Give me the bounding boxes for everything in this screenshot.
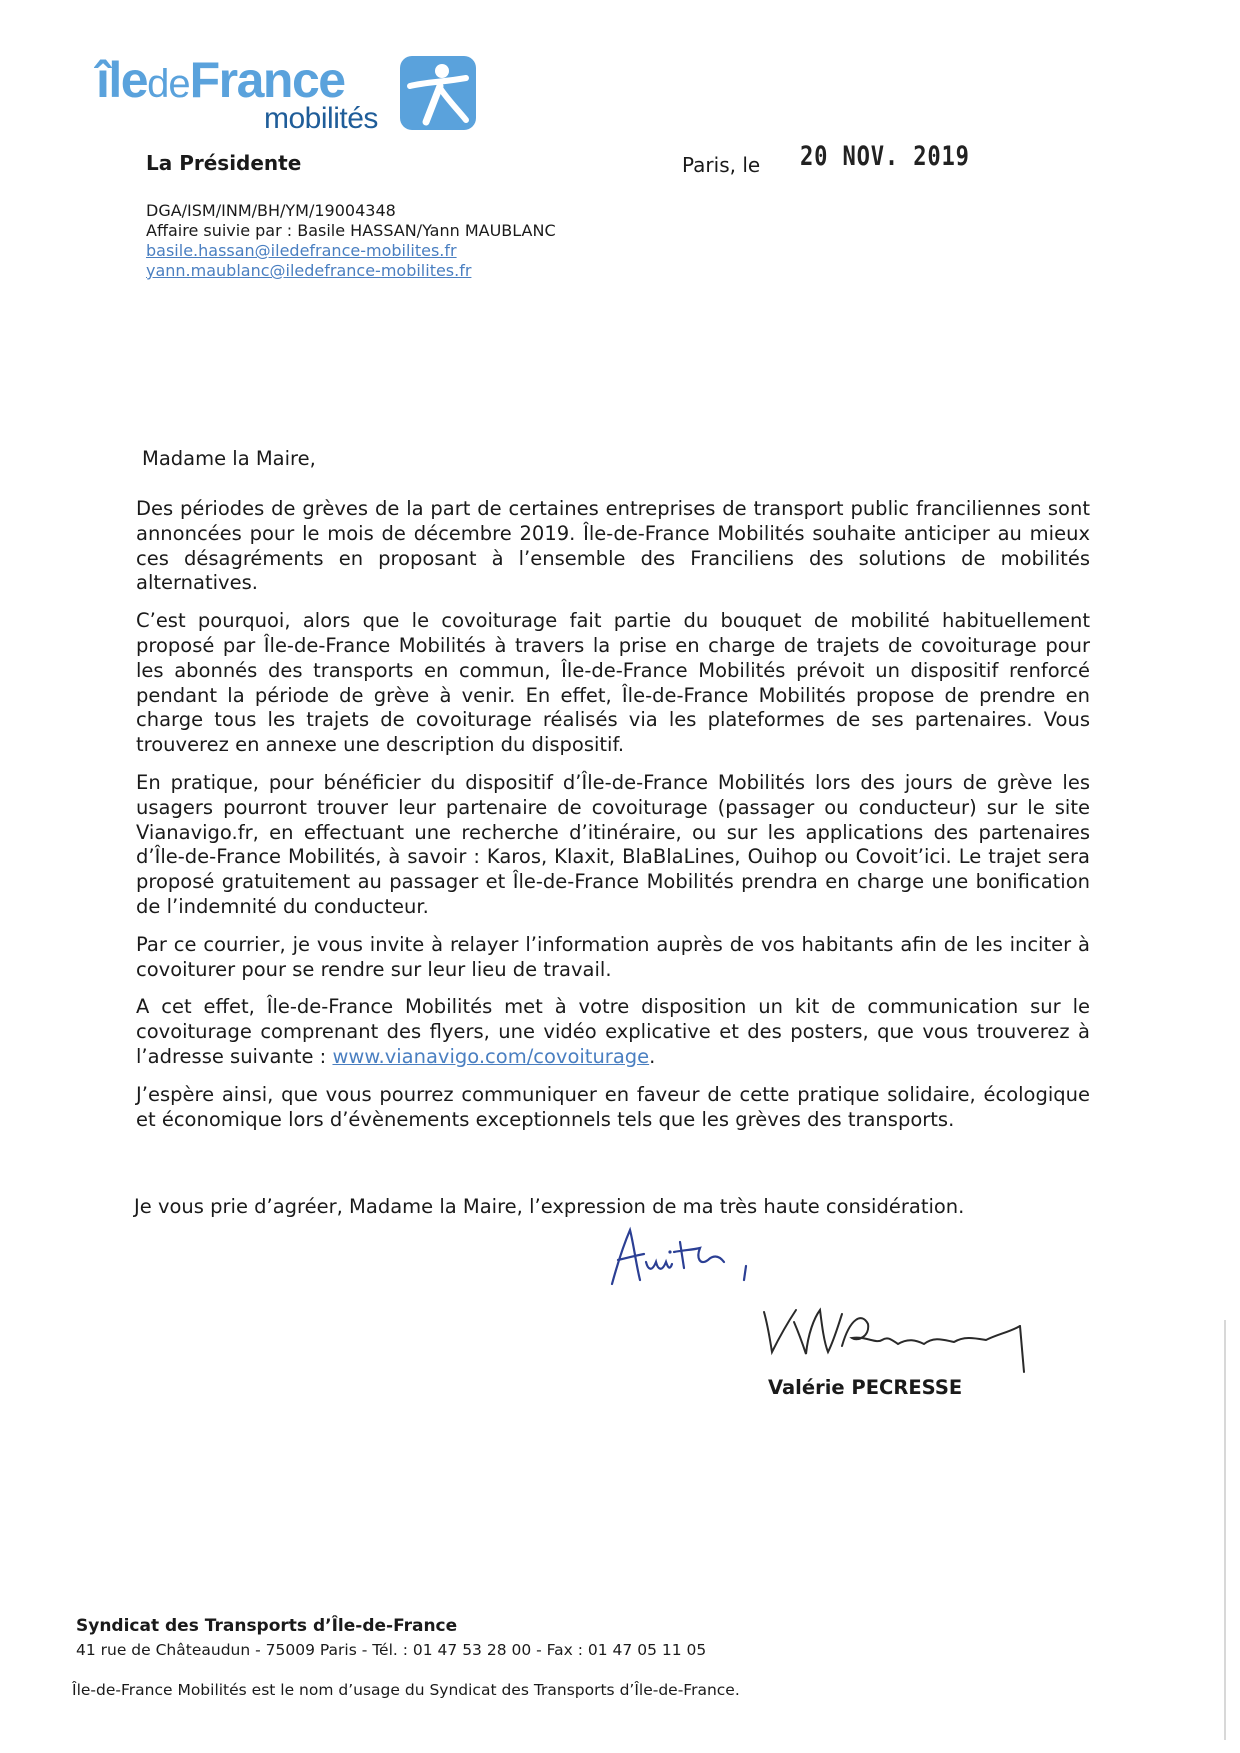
logo-wordmark: îledeFrance	[96, 52, 345, 108]
place-label: Paris, le	[682, 153, 761, 177]
sender-title: La Présidente	[146, 151, 302, 175]
paragraph-3: En pratique, pour bénéficier du dispositif d’Île-de-France Mobilités lors des jours de grève les usagers pourront trouver leur partenaire de covoiturage (passager ou conducteur) sur le site Vianavigo.fr, en effectuant une recherche d’itinéraire, ou sur les applications des partenaires d’Île-de-France Mobilités, à savoir : Karos, Klaxit, BlaBlaLines, Ouihop ou Covoit’ici. Le trajet sera proposé gratuitement au passager et Île-de-France Mobilités prendra en charge une bonification de l’indemnité du conducteur.	[136, 770, 1090, 918]
reference-block	[146, 201, 556, 281]
footer-organization: Syndicat des Transports d’Île-de-France	[76, 1616, 458, 1636]
paragraph-1: Des périodes de grèves de la part de certaines entreprises de transport public franciliennes sont annoncées pour le mois de décembre 2019. Île-de-France Mobilités souhaite anticiper au mieux ces désagréments en proposant à l’ensemble des Franciliens des solutions de mobilités alternatives.	[136, 497, 1090, 595]
followed-by: Affaire suivie par : Basile HASSAN/Yann MAUBLANC	[146, 221, 556, 240]
logo-subtitle: mobilités	[264, 102, 378, 135]
paragraph-6: J’espère ainsi, que vous pourrez communiquer en faveur de cette pratique solidaire, écologique et économique lors d’évènements exceptionnels tels que les grèves des transports.	[136, 1082, 1090, 1131]
footer-address: 41 rue de Châteaudun - 75009 Paris - Tél. : 01 47 53 28 00 - Fax : 01 47 05 11 05	[76, 1641, 707, 1659]
covoiturage-link[interactable]: www.vianavigo.com/covoiturage	[332, 1044, 650, 1068]
date-stamp: 20 NOV. 2019	[800, 141, 970, 172]
letter-body	[136, 497, 1090, 1145]
reference-code: DGA/ISM/INM/BH/YM/19004348	[146, 201, 396, 220]
footer-note: Île-de-France Mobilités est le nom d’usage du Syndicat des Transports d’Île-de-France.	[72, 1681, 740, 1699]
signature	[758, 1296, 1048, 1376]
paragraph-5: A cet effet, Île-de-France Mobilités met à votre disposition un kit de communication sur le covoiturage comprenant des flyers, une vidéo explicative et des posters, que vous trouverez à l’adresse suivante : www.vianavigo.com/covoiturage.	[136, 995, 1090, 1068]
handwritten-note	[600, 1222, 780, 1292]
email-link-hassan[interactable]: basile.hassan@iledefrance-mobilites.fr	[146, 241, 457, 260]
brand-logo	[96, 50, 486, 138]
scan-edge-divider	[1224, 1320, 1226, 1740]
paragraph-4: Par ce courrier, je vous invite à relayer l’information auprès de vos habitants afin de les inciter à covoiturer pour se rendre sur leur lieu de travail.	[136, 932, 1090, 981]
paragraph-2: C’est pourquoi, alors que le covoiturage fait partie du bouquet de mobilité habituellement proposé par Île-de-France Mobilités à travers la prise en charge de trajets de covoiturage pour les abonnés des transports en commun, Île-de-France Mobilités prévoit un dispositif renforcé pendant la période de grève à venir. En effet, Île-de-France Mobilités propose de prendre en charge tous les trajets de covoiturage réalisés via les plateformes de ses partenaires. Vous trouverez en annexe une description du dispositif.	[136, 609, 1090, 757]
closing-formula: Je vous prie d’agréer, Madame la Maire, l’expression de ma très haute considération.	[134, 1195, 965, 1218]
signer-name: Valérie PECRESSE	[768, 1376, 963, 1399]
greeting: Madame la Maire,	[142, 447, 316, 470]
walking-person-icon	[400, 56, 476, 130]
email-link-maublanc[interactable]: yann.maublanc@iledefrance-mobilites.fr	[146, 261, 472, 280]
